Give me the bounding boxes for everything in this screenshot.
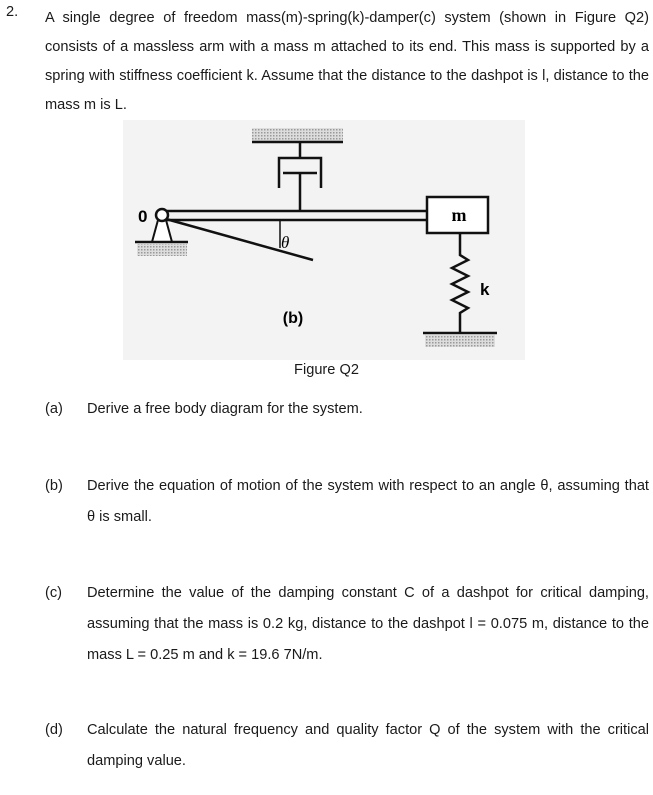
part-text: Determine the value of the damping constant C of a dashpot for critical damping, assuming that the mass is 0.2 kg, distance to the dashpot l = 0.075 m, distance to the mass L = 0.25 m and k = 19.6 7N/m. [87,585,649,663]
part-label: (c) [45,585,63,601]
part-b [45,471,649,533]
angle-label: θ [281,233,290,252]
figure-background [123,120,525,360]
figure-caption: Figure Q2 [294,362,359,378]
part-a [45,394,649,425]
part-text: Derive the equation of motion of the system with respect to an angle θ, assuming that θ is small. [87,478,649,525]
part-text: Calculate the natural frequency and quality factor Q of the system with the critical damping value. [87,722,649,769]
question-intro: A single degree of freedom mass(m)-spring(k)-damper(c) system (shown in Figure Q2) consists of a massless arm with a mass m attached to its end. This mass is supported by a spring with stiffness coefficient k. Assume that the distance to the dashpot is l, distance to the mass m is L. [45,10,649,113]
bottom-ground [423,333,497,347]
question-number: 2. [6,4,19,20]
mass-label: m [451,205,467,225]
part-label: (b) [45,478,63,494]
pivot-label: 0 [138,207,148,226]
top-ground [252,128,343,142]
part-c [45,578,649,671]
spring-label: k [480,280,490,299]
part-d [45,715,649,777]
figure-sub-label: (b) [282,310,304,327]
part-text: Derive a free body diagram for the system. [87,401,363,417]
part-label: (a) [45,401,63,417]
part-label: (d) [45,722,63,738]
